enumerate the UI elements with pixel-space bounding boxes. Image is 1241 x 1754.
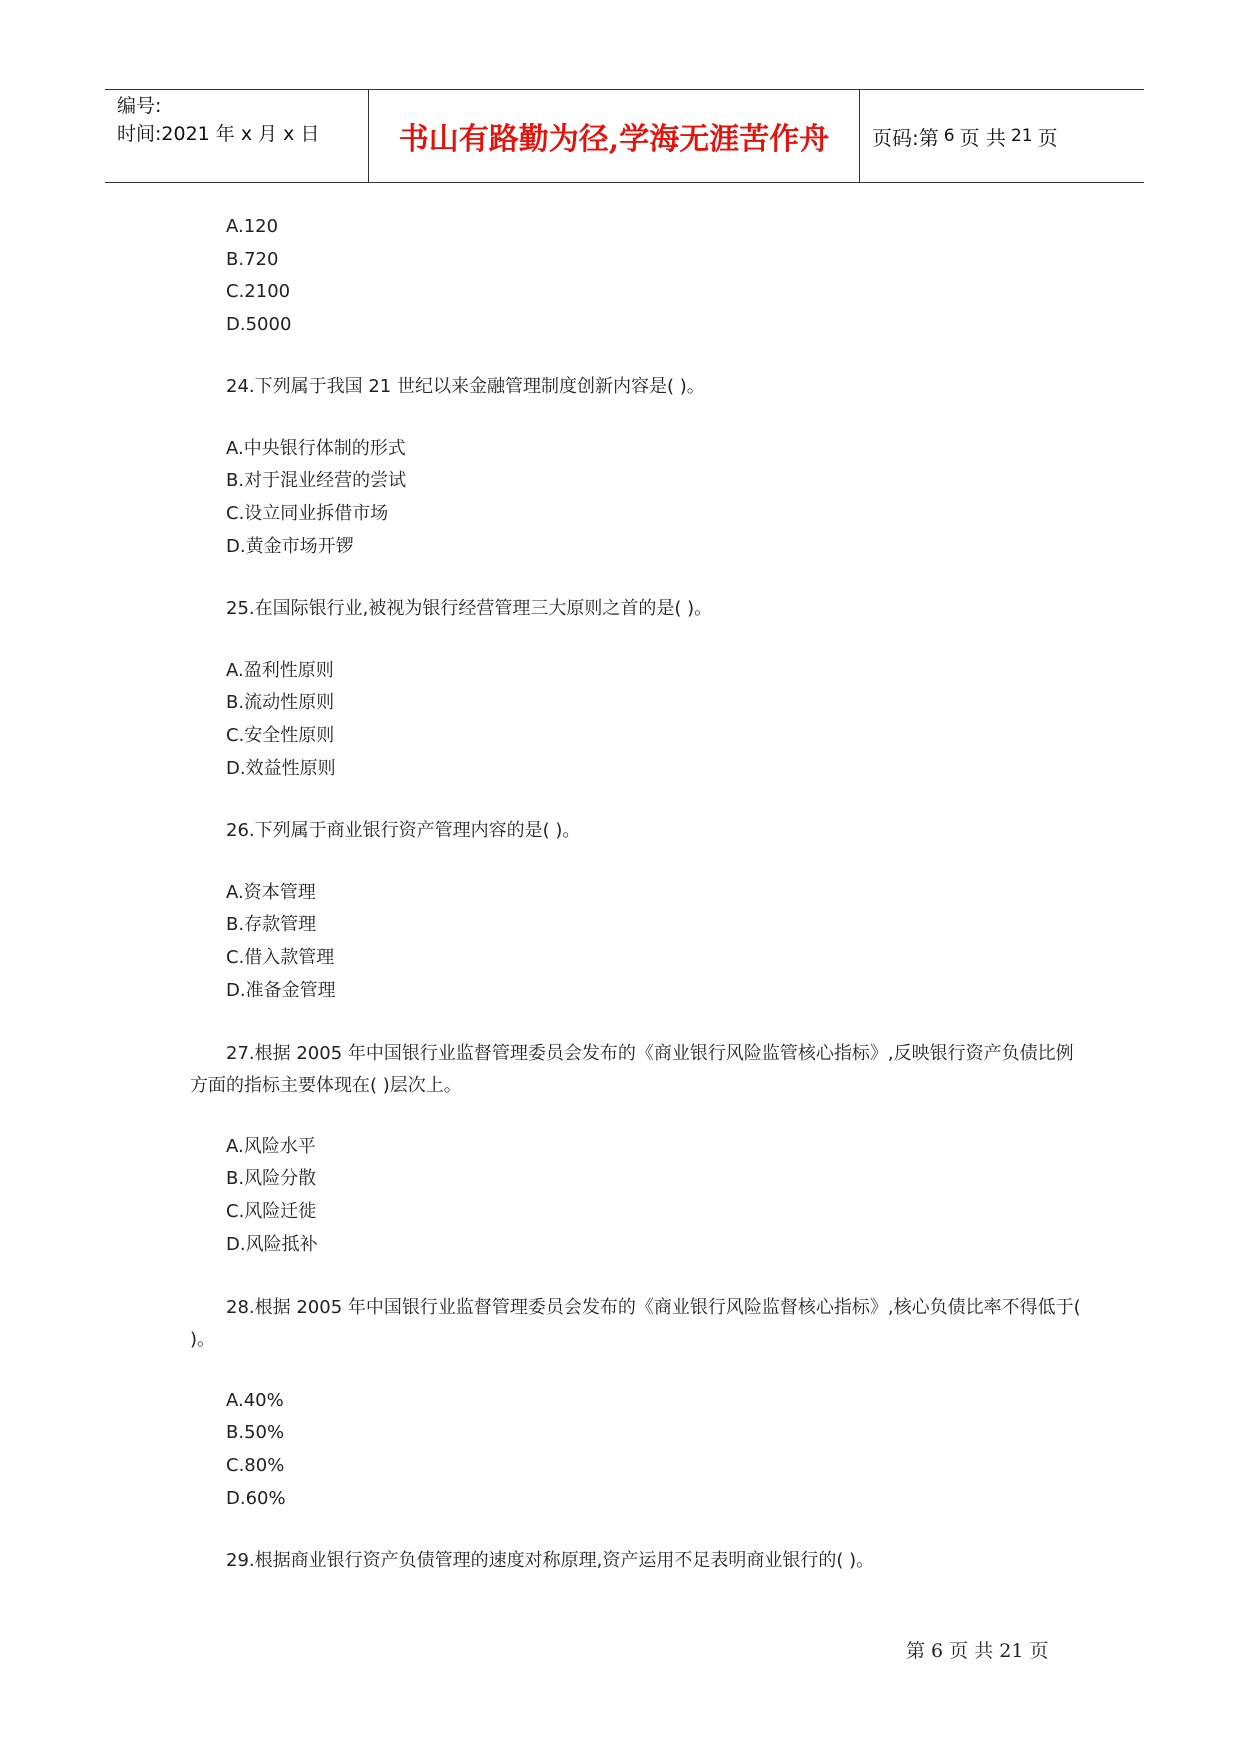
page-header <box>105 89 1144 183</box>
option: A.风险水平 <box>226 1136 316 1157</box>
question-27: 27.根据 2005 年中国银行业监督管理委员会发布的《商业银行风险监管核心指标》,反映银行资产负债比例方面的指标主要体现在( )层次上。 <box>190 1043 1074 1096</box>
option: C.设立同业拆借市场 <box>226 503 389 524</box>
question-28: 28.根据 2005 年中国银行业监督管理委员会发布的《商业银行风险监督核心指标》,核心负债比率不得低于( )。 <box>190 1297 1081 1350</box>
question-24: 24.下列属于我国 21 世纪以来金融管理制度创新内容是( )。 <box>226 376 705 397</box>
option: B.720 <box>226 249 279 270</box>
serial-label: 编号: <box>117 95 162 117</box>
option: A.盈利性原则 <box>226 660 334 681</box>
option: A.120 <box>226 216 279 237</box>
question-26: 26.下列属于商业银行资产管理内容的是( )。 <box>226 820 581 841</box>
option: B.风险分散 <box>226 1168 317 1189</box>
page-mid: 页 共 <box>959 125 1006 150</box>
option: C.2100 <box>226 281 291 302</box>
option: A.40% <box>226 1390 284 1411</box>
header-meta <box>105 90 369 182</box>
option: B.对于混业经营的尝试 <box>226 470 407 491</box>
page-total: 21 <box>1010 126 1033 146</box>
header-page-number <box>860 90 1144 182</box>
option: B.存款管理 <box>226 914 317 935</box>
question-25: 25.在国际银行业,被视为银行经营管理三大原则之首的是( )。 <box>226 598 713 619</box>
page-current: 6 <box>943 126 955 146</box>
option: B.50% <box>226 1422 285 1443</box>
question-29: 29.根据商业银行资产负债管理的速度对称原理,资产运用不足表明商业银行的( )。 <box>226 1550 875 1571</box>
option: A.资本管理 <box>226 882 316 903</box>
header-motto: 书山有路勤为径,学海无涯苦作舟 <box>369 90 860 182</box>
option: C.安全性原则 <box>226 725 335 746</box>
option: D.风险抵补 <box>226 1234 318 1255</box>
option: C.80% <box>226 1455 285 1476</box>
option: A.中央银行体制的形式 <box>226 438 406 459</box>
option: D.效益性原则 <box>226 758 336 779</box>
option: D.准备金管理 <box>226 980 336 1001</box>
option: B.流动性原则 <box>226 692 335 713</box>
page-prefix: 页码:第 <box>872 125 939 150</box>
page-suffix: 页 <box>1037 125 1058 150</box>
option: D.黄金市场开锣 <box>226 536 354 557</box>
option: D.60% <box>226 1488 286 1509</box>
page-footer: 第 6 页 共 21 页 <box>906 1640 1049 1662</box>
option: C.风险迁徙 <box>226 1201 317 1222</box>
option: C.借入款管理 <box>226 947 335 968</box>
time-label: 时间:2021 年 x 月 x 日 <box>117 123 320 145</box>
option: D.5000 <box>226 314 292 335</box>
